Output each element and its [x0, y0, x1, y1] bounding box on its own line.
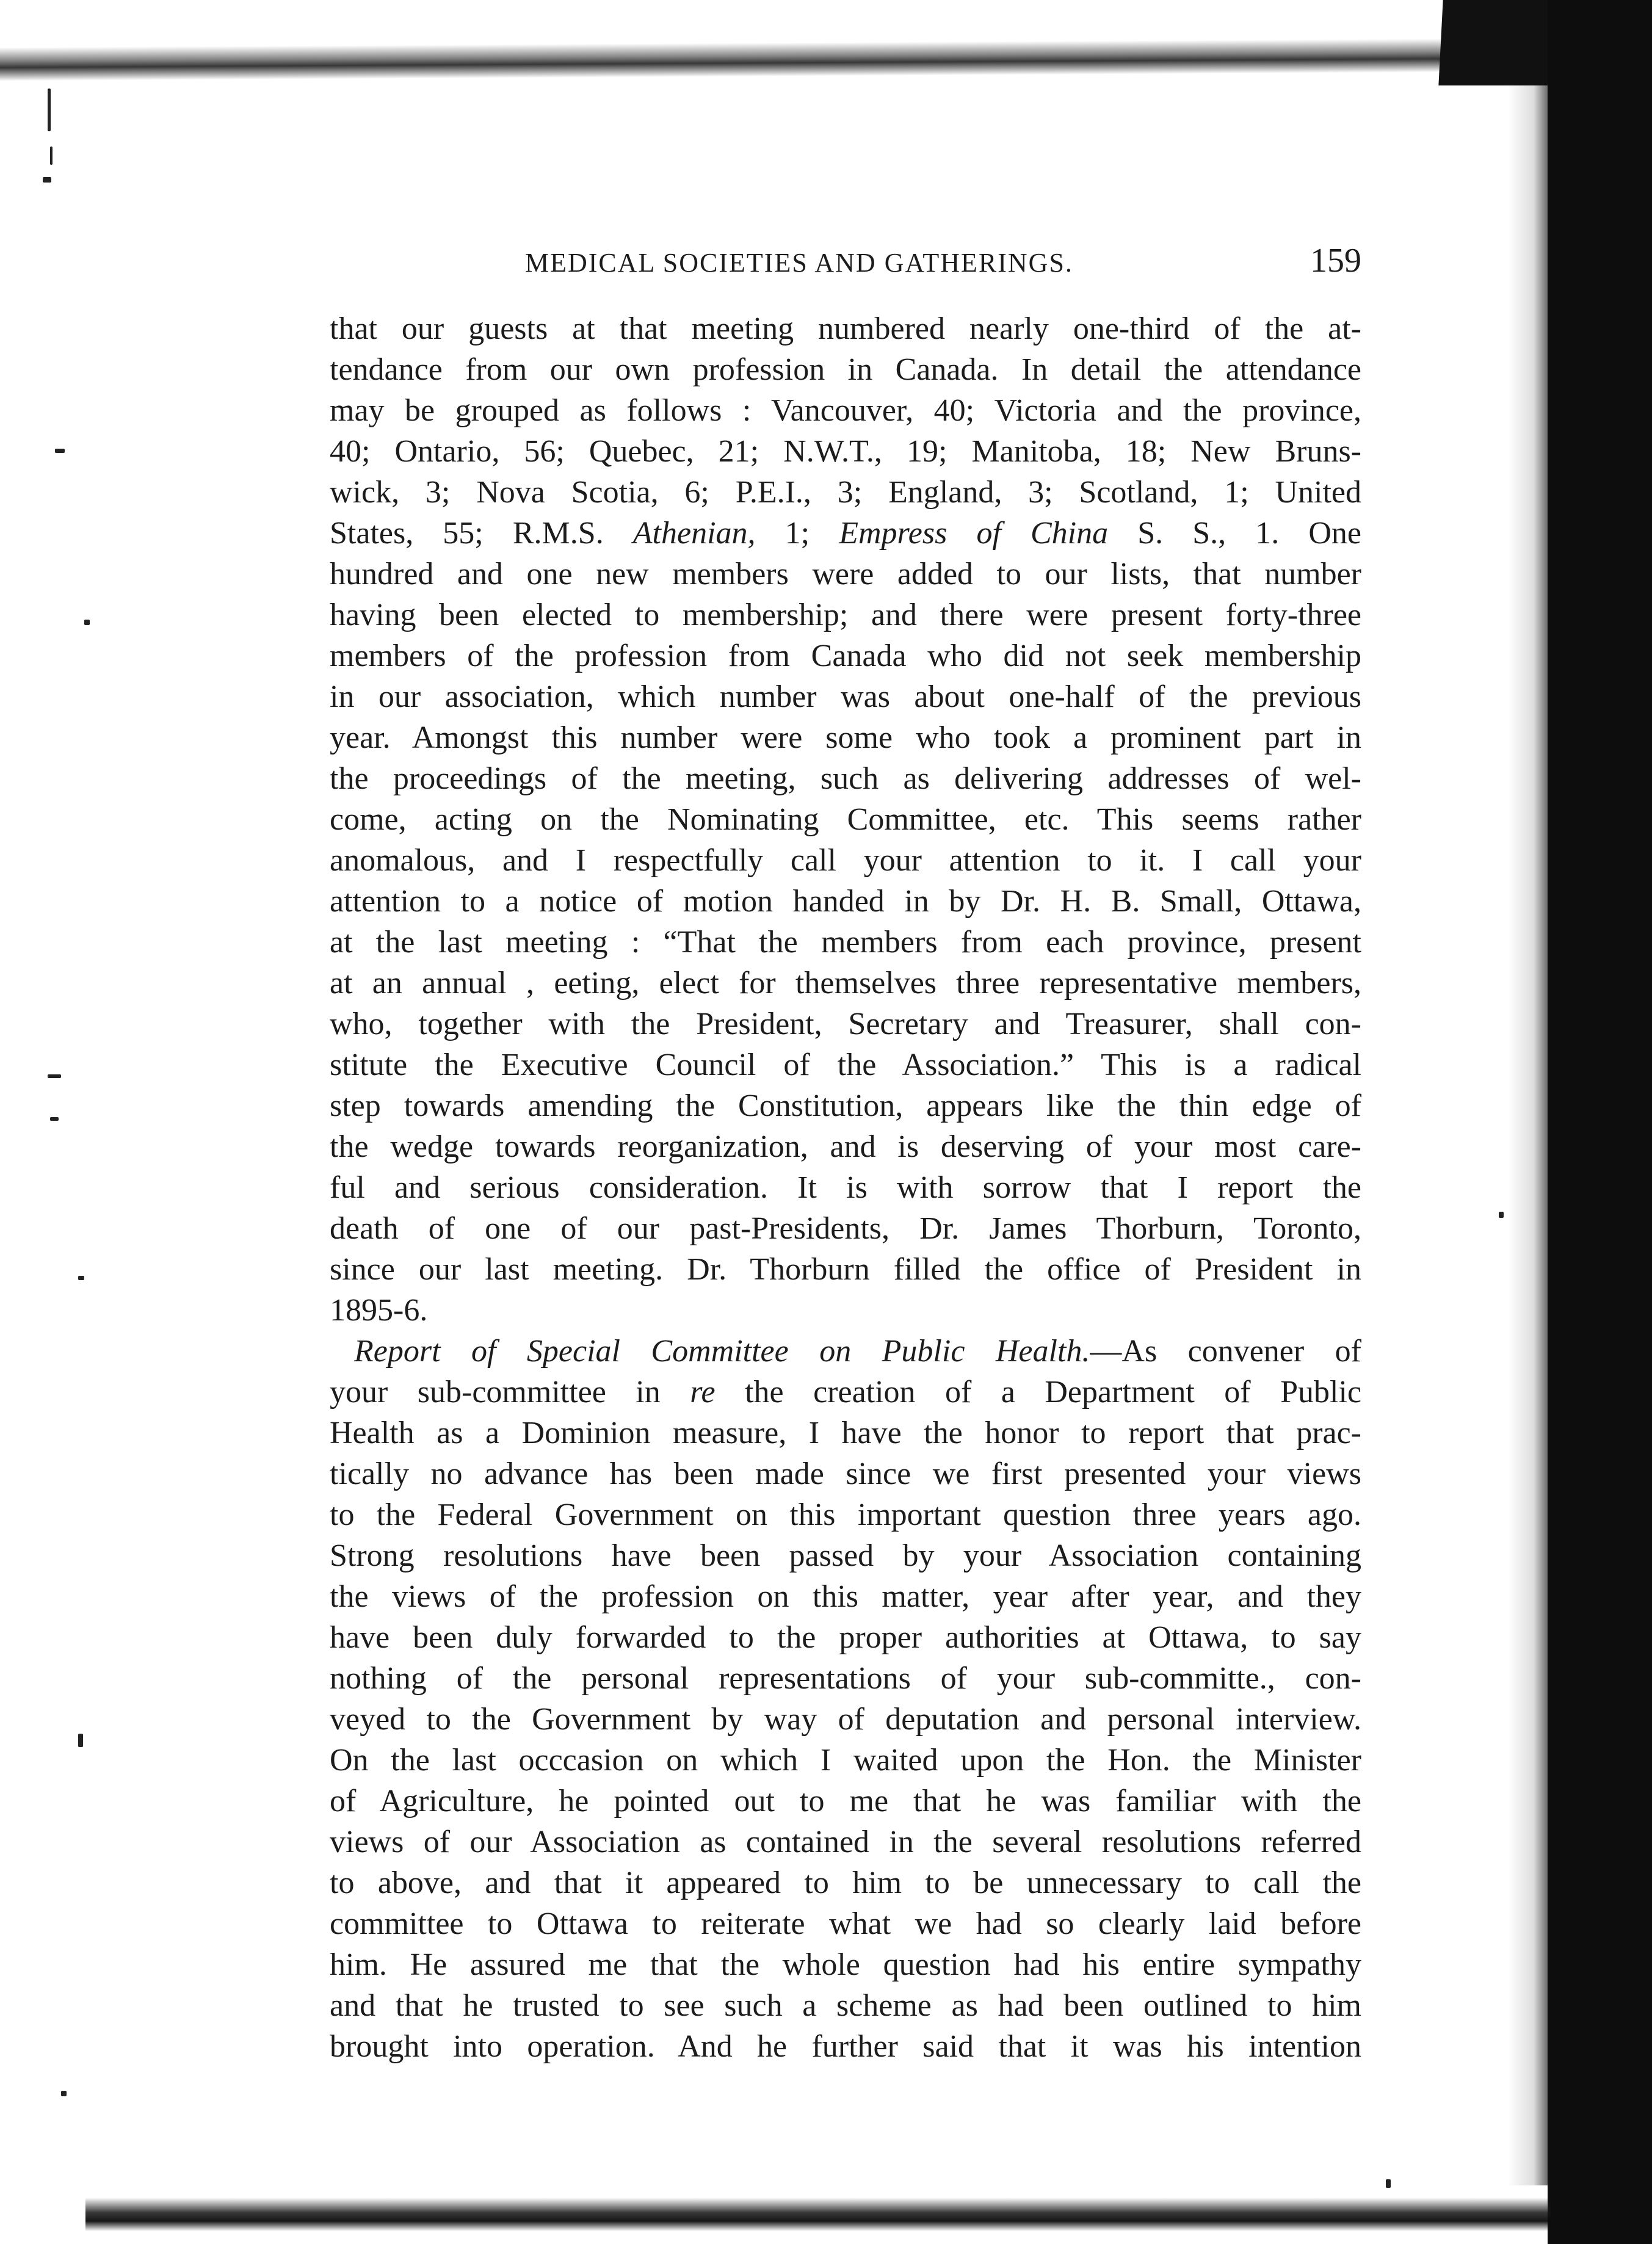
- text-line: death of one of our past-Presidents, Dr. James Thorburn, Toronto,: [330, 1211, 1361, 1246]
- text-run: Report of Special Committee on Public Health.: [354, 1334, 1090, 1369]
- text-line: since our last meeting. Dr. Thorburn filled the office of President in: [330, 1252, 1361, 1287]
- text-line: year. Amongst this number were some who took a prominent part in: [330, 720, 1361, 755]
- text-line: of Agriculture, he pointed out to me that he was familiar with the: [330, 1784, 1361, 1819]
- text-line: to the Federal Government on this important question three years ago.: [330, 1497, 1361, 1532]
- margin-speck: [78, 1276, 84, 1280]
- text-line: at an annual , eeting, elect for themselves three representative members,: [330, 966, 1361, 1001]
- text-line: anomalous, and I respectfully call your attention to it. I call your: [330, 843, 1361, 878]
- margin-speck: [50, 147, 53, 165]
- text-line: views of our Association as contained in the several resolutions referred: [330, 1825, 1361, 1859]
- text-line: hundred and one new members were added to our lists, that number: [330, 557, 1361, 592]
- text-line: step towards amending the Constitution, appears like the thin edge of: [330, 1088, 1361, 1123]
- text-line: brought into operation. And he further said that it was his intention: [330, 2029, 1361, 2064]
- text-line: 40; Ontario, 56; Quebec, 21; N.W.T., 19; Manitoba, 18; New Bruns-: [330, 434, 1361, 469]
- text-line: tically no advance has been made since we first presented your views: [330, 1457, 1361, 1491]
- text-line: the views of the profession on this matter, year after year, and they: [330, 1579, 1361, 1614]
- text-line: 1895-6.: [330, 1293, 428, 1328]
- page-number: 159: [1310, 242, 1361, 280]
- text-line: tendance from our own profession in Canada. In detail the attendance: [330, 352, 1361, 387]
- text-line: who, together with the President, Secretary and Treasurer, shall con-: [330, 1007, 1361, 1041]
- text-run: Athenian,: [632, 516, 756, 551]
- text-line: wick, 3; Nova Scotia, 6; P.E.I., 3; England, 3; Scotland, 1; United: [330, 475, 1361, 510]
- text-run: S. S., 1. One: [1108, 516, 1361, 551]
- text-run: Empress of China: [839, 516, 1109, 551]
- text-line: On the last occcasion on which I waited upon the Hon. the Minister: [330, 1743, 1361, 1778]
- text-line: that our guests at that meeting numbered nearly one-third of the at-: [330, 311, 1361, 346]
- margin-speck: [78, 1734, 83, 1747]
- text-line: ful and serious consideration. It is with sorrow that I report the: [330, 1170, 1361, 1205]
- text-run: re: [690, 1375, 716, 1410]
- text-line: Strong resolutions have been passed by your Association containing: [330, 1538, 1361, 1573]
- scan-shadow-top: [0, 38, 1545, 81]
- margin-speck: [50, 1117, 59, 1121]
- text-line: attention to a notice of motion handed in by Dr. H. B. Small, Ottawa,: [330, 884, 1361, 919]
- margin-speck: [48, 1074, 61, 1078]
- text-line: the wedge towards reorganization, and is deserving of your most care-: [330, 1129, 1361, 1164]
- text-run: States, 55; R.M.S.: [330, 516, 633, 551]
- margin-speck: [1499, 1212, 1504, 1218]
- page-header: [525, 241, 1361, 284]
- running-head: MEDICAL SOCIETIES AND GATHERINGS.: [525, 248, 1073, 278]
- text-run: —As convener of: [1090, 1334, 1361, 1369]
- scan-shadow-corner: [1438, 0, 1552, 85]
- body-text: [330, 308, 1361, 2067]
- text-line: to above, and that it appeared to him to be unnecessary to call the: [330, 1866, 1361, 1900]
- margin-speck: [43, 177, 51, 183]
- scan-shadow-right: [1548, 0, 1652, 2244]
- text-line: and that he trusted to see such a scheme as had been outlined to him: [330, 1988, 1361, 2023]
- margin-speck: [61, 2091, 67, 2096]
- text-line: Health as a Dominion measure, I have the honor to report that prac-: [330, 1416, 1361, 1450]
- scan-shadow-bottom: [85, 2198, 1551, 2231]
- margin-speck: [48, 89, 51, 131]
- text-run: your sub-committee in: [330, 1375, 690, 1410]
- text-run: the creation of a Department of Public: [715, 1375, 1361, 1410]
- text-line: may be grouped as follows : Vancouver, 40; Victoria and the province,: [330, 393, 1361, 428]
- margin-speck: [55, 449, 65, 453]
- text-line: nothing of the personal representations of your sub-committe., con-: [330, 1661, 1361, 1696]
- scan-shadow-gutter: [1508, 85, 1551, 2185]
- text-line: in our association, which number was about one-half of the previous: [330, 679, 1361, 714]
- margin-speck: [1386, 2179, 1391, 2188]
- text-line: the proceedings of the meeting, such as delivering addresses of wel-: [330, 761, 1361, 796]
- text-line: committee to Ottawa to reiterate what we had so clearly laid before: [330, 1906, 1361, 1941]
- text-line: have been duly forwarded to the proper authorities at Ottawa, to say: [330, 1620, 1361, 1655]
- text-line: come, acting on the Nominating Committee, etc. This seems rather: [330, 802, 1361, 837]
- text-line: at the last meeting : “That the members from each province, present: [330, 925, 1361, 960]
- text-line: him. He assured me that the whole question had his entire sympathy: [330, 1947, 1361, 1982]
- text-line: [330, 513, 1361, 554]
- text-line: veyed to the Government by way of deputation and personal interview.: [330, 1702, 1361, 1737]
- text-run: 1;: [755, 516, 839, 551]
- text-line: [330, 1331, 1361, 1372]
- text-line: stitute the Executive Council of the Association.” This is a radical: [330, 1048, 1361, 1082]
- text-line: [330, 1372, 1361, 1413]
- text-line: members of the profession from Canada who did not seek membership: [330, 639, 1361, 673]
- margin-speck: [84, 620, 90, 625]
- text-line: having been elected to membership; and there were present forty-three: [330, 598, 1361, 632]
